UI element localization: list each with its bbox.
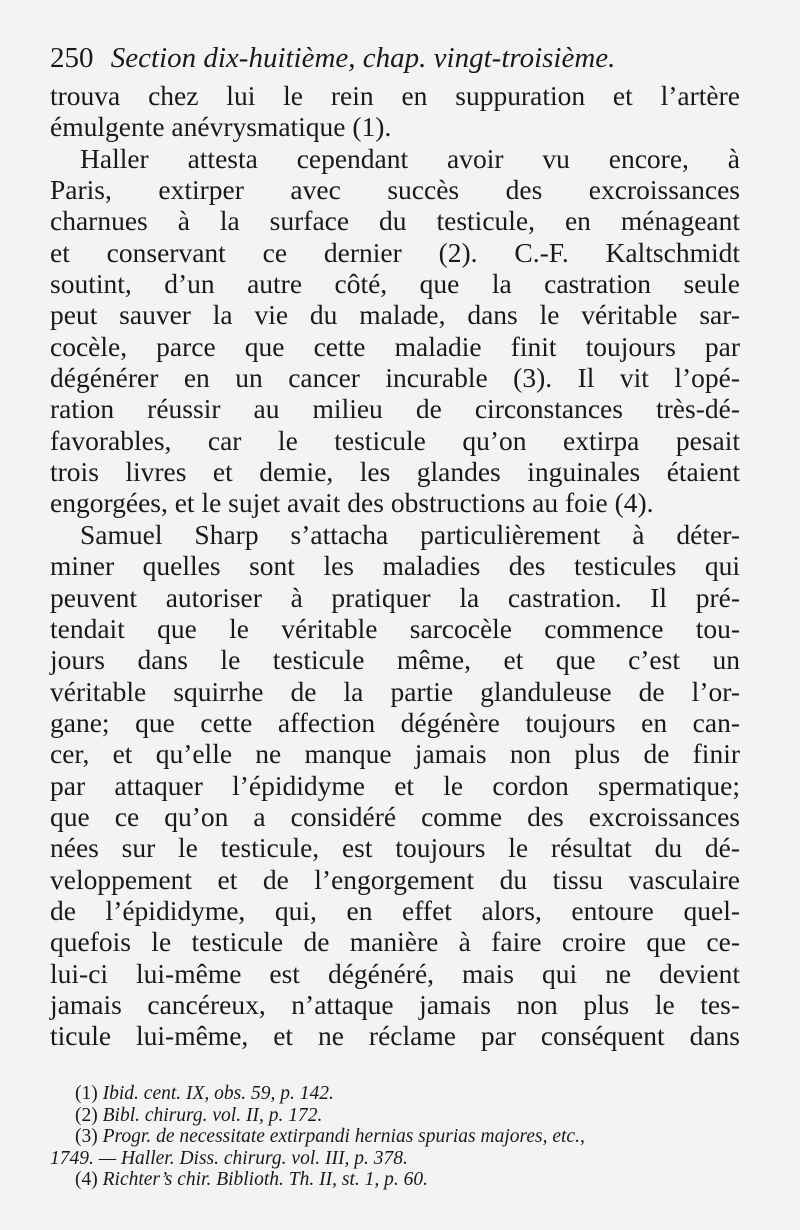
text-line: cer, et qu’elle ne manque jamais non plus de finir [50,738,740,770]
footnotes [50,1083,735,1191]
text-line: tendait que le véritable sarcocèle commence tou- [50,612,740,644]
text-line: favorables, car le testicule qu’on extirpa pesait [50,424,740,456]
text-line: trouva chez lui le rein en suppuration et l’artère [50,80,740,111]
paragraph-start-line: Samuel Sharp s’attacha particulièrement à déter- [80,518,740,550]
footnote-mark: (3) [75,1126,98,1147]
text-line: de l’épididyme, qui, en effet alors, entoure quel- [50,894,740,926]
footnote [75,1105,735,1127]
text-line: jamais cancéreux, n’attaque jamais non plus le tes- [50,988,740,1020]
text-line: engorgées, et le sujet avait des obstructions au foie (4). [50,487,654,519]
text-line: lui-ci lui-même est dégénéré, mais qui ne devient [50,957,740,989]
text-line: ticule lui-même, et ne réclame par conséquent dans [50,1020,740,1052]
footnote-mark: (1) [75,1083,98,1104]
text-line: peut sauver la vie du malade, dans le véritable sar- [50,299,740,331]
text-line: que ce qu’on a considéré comme des excroissances [50,800,740,832]
text-line: miner quelles sont les maladies des testicules qui [50,550,740,582]
text-line: cocèle, parce que cette maladie finit toujours par [50,330,740,362]
text-line: peuvent autoriser à pratiquer la castration. Il pré- [50,581,740,613]
running-header [50,40,750,76]
paragraph-start-line: Haller attesta cependant avoir vu encore, à [80,142,740,174]
footnote [75,1126,735,1148]
footnote-text: Ibid. cent. IX, obs. 59, p. 142. [102,1083,334,1104]
footnote-text: Progr. de necessitate extirpandi hernias spurias majores, etc., [102,1126,585,1147]
body-text [50,80,740,1052]
text-line: trois livres et demie, les glandes inguinales étaient [50,456,740,488]
text-line: émulgente anévrysmatique (1). [50,111,392,143]
footnote-mark: (4) [75,1169,98,1190]
footnote-continuation [50,1148,735,1170]
text-line: Paris, extirper avec succès des excroissances [50,174,740,206]
text-line: soutint, d’un autre côté, que la castration seule [50,268,740,300]
text-line: ration réussir au milieu de circonstances très-dé- [50,393,740,425]
page-number: 250 [50,42,94,74]
footnote [75,1083,735,1105]
footnote-text: 1749. — Haller. Diss. chirurg. vol. III, p. 378. [50,1147,408,1169]
text-line: nées sur le testicule, est toujours le résultat du dé- [50,832,740,864]
text-line: charnues à la surface du testicule, en ménageant [50,205,740,237]
footnote [75,1169,735,1191]
text-line: jours dans le testicule même, et que c’est un [50,644,740,676]
footnote-text: Bibl. chirurg. vol. II, p. 172. [102,1104,323,1126]
text-line: et conservant ce dernier (2). C.-F. Kaltschmidt [50,236,740,268]
text-line: quefois le testicule de manière à faire croire que ce- [50,926,740,958]
running-title: Section dix-huitième, chap. vingt-troisième. [110,42,616,74]
text-line: veloppement et de l’engorgement du tissu vasculaire [50,863,740,895]
footnote-text: Richter’s chir. Biblioth. Th. II, st. 1, p. 60. [102,1169,428,1190]
text-line: gane; que cette affection dégénère toujours en can- [50,706,740,738]
footnote-mark: (2) [75,1104,98,1126]
text-line: par attaquer l’épididyme et le cordon spermatique; [50,769,740,801]
text-line: dégénérer en un cancer incurable (3). Il vit l’opé- [50,362,740,394]
text-line: véritable squirrhe de la partie glanduleuse de l’or- [50,675,740,707]
